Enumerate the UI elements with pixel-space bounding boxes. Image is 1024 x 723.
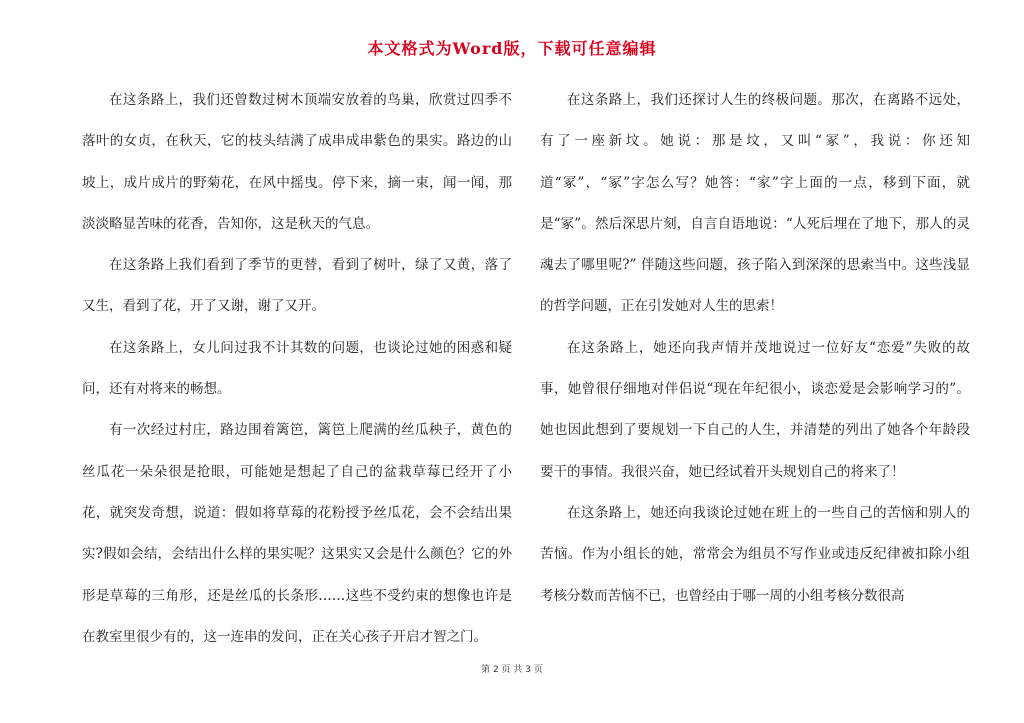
paragraph: 在这条路上，她还向我谈论过她在班上的一些自己的苦恼和别人的苦恼。作为小组长的她，常常会为组员不写作业或违反纪律被扣除小组考核分数而苦恼不已，也曾经由于哪一周的小组考核分数很高	[540, 504, 970, 604]
paragraph: 有一次经过村庄，路边围着篱笆，篱笆上爬满的丝瓜秧子，黄色的丝瓜花一朵朵很是抢眼，可能她是想起了自己的盆栽草莓已经开了小花，就突发奇想，说道：假如将草莓的花粉授予丝瓜花，会不会结出果实?假如会结，会结出什么样的果实呢？这果实又会是什么颜色？它的外形是草莓的三角形，还是丝瓜的长条形……这些不受约束的想像也许是在教室里很少有的，这一连串的发问，正在关心孩子开启才智之门。	[82, 422, 512, 645]
left-text-column	[82, 80, 512, 658]
paragraph: 在这条路上我们看到了季节的更替，看到了树叶，绿了又黄，落了又生，看到了花，开了又谢，谢了又开。	[82, 257, 512, 315]
document-header-title: 本文格式为Word版，下载可任意编辑	[367, 39, 657, 58]
paragraph: 在这条路上，女儿问过我不计其数的问题，也谈论过她的困惑和疑问，还有对将来的畅想。	[82, 339, 512, 398]
paragraph: 在这条路上，我们还探讨人生的终极问题。那次，在离路不远处，有了一座新坟。她说：那是坟，又叫“冢”，我说：你还知道“冢”，“冢”字怎么写？她答：“家”字上面的一点，移到下面，就是“冢”。然后深思片刻，自言自语地说：“人死后埋在了地下，那人的灵魂去了哪里呢?” 伴随这些问题，孩子陷入到深深的思索当中。这些浅显的哲学问题，正在引发她对人生的思索！	[540, 92, 970, 315]
right-text-column	[540, 80, 970, 617]
paragraph: 在这条路上，她还向我声情并茂地说过一位好友“恋爱”失败的故事，她曾很仔细地对伴侣说“现在年纪很小，谈恋爱是会影响学习的”。她也因此想到了要规划一下自己的人生，并清楚的列出了她各个年龄段要干的事情。我很兴奋，她已经试着开头规划自己的将来了！	[540, 339, 970, 480]
page-number-footer: 第 2 页 共 3 页	[481, 665, 543, 675]
paragraph: 在这条路上，我们还曾数过树木顶端安放着的鸟巢，欣赏过四季不落叶的女贞，在秋天，它的枝头结满了成串成串紫色的果实。路边的山坡上，成片成片的野菊花，在风中摇曳。停下来，摘一束，闻一闻，那淡淡略显苦味的花香，告知你，这是秋天的气息。	[82, 92, 512, 232]
